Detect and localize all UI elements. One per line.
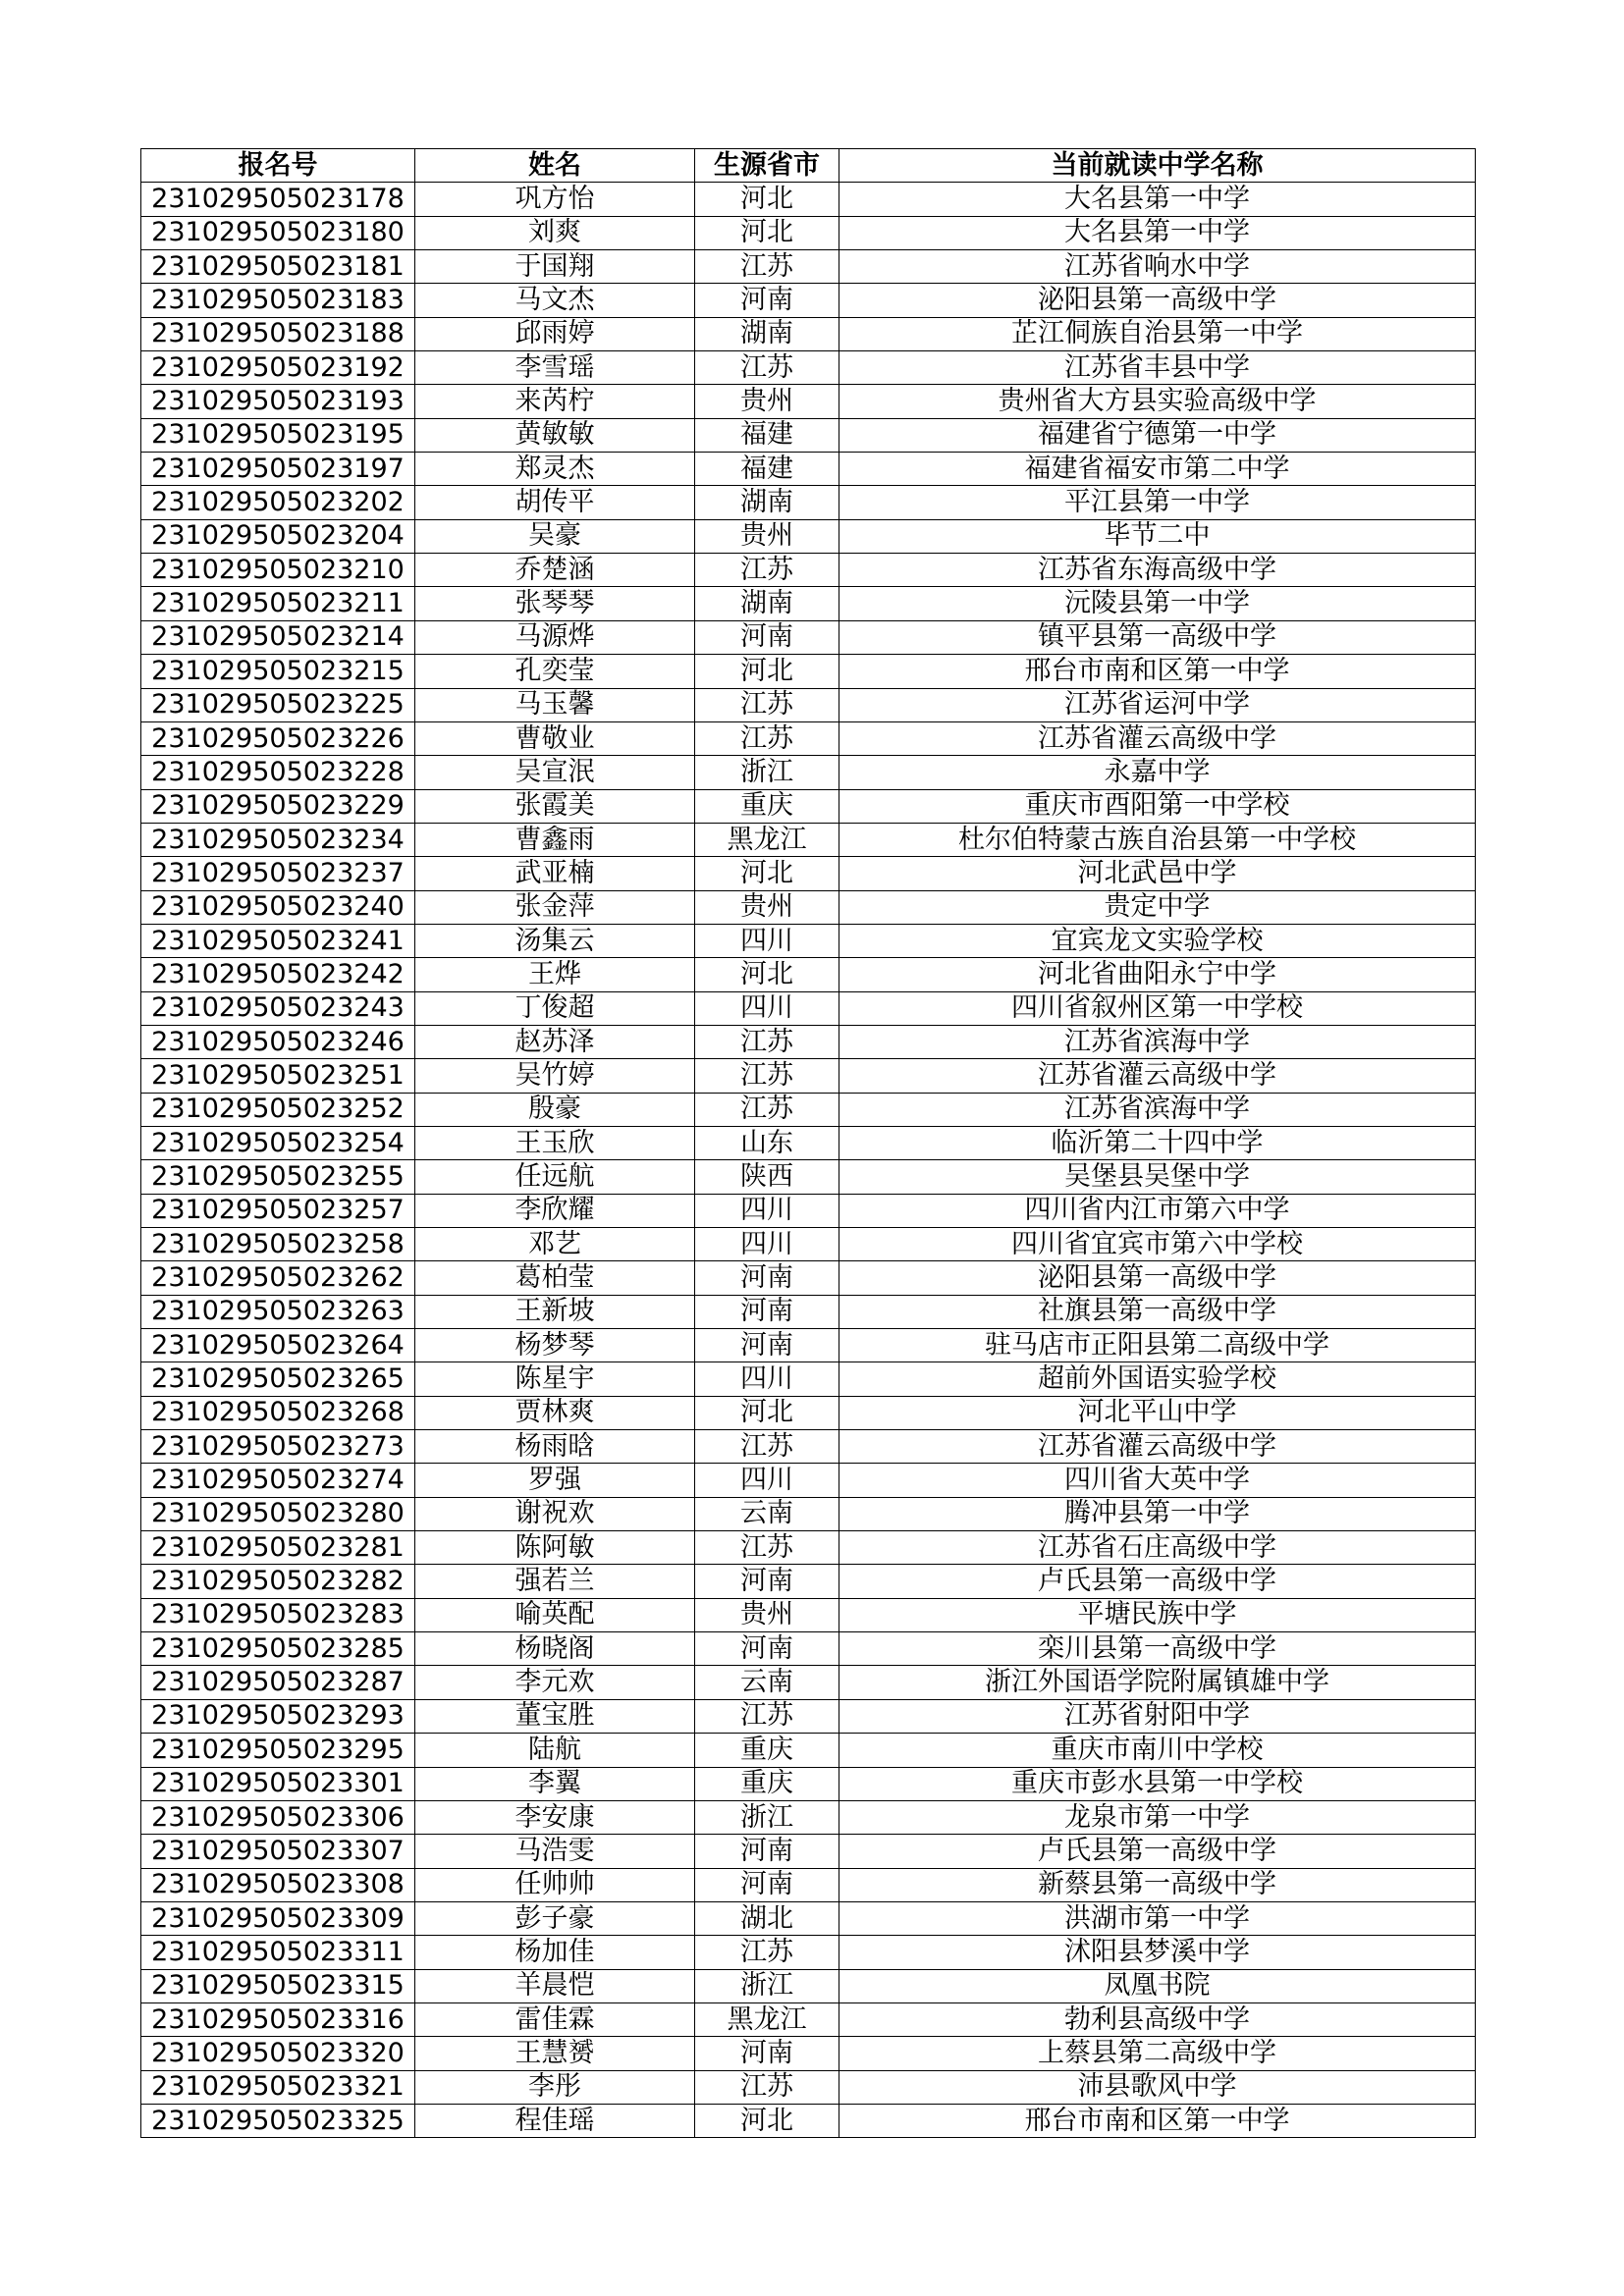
school-cell: 永嘉中学 xyxy=(839,756,1476,789)
registration-no-cell: 231029505023274 xyxy=(141,1464,415,1497)
table-row xyxy=(141,385,1476,418)
school-cell: 四川省叙州区第一中学校 xyxy=(839,991,1476,1025)
registration-no-cell: 231029505023204 xyxy=(141,519,415,553)
table-row xyxy=(141,655,1476,688)
school-cell: 临沂第二十四中学 xyxy=(839,1126,1476,1159)
registration-no-cell: 231029505023180 xyxy=(141,216,415,249)
school-cell: 超前外国语实验学校 xyxy=(839,1362,1476,1396)
registration-no-cell: 231029505023257 xyxy=(141,1194,415,1227)
table-row xyxy=(141,1160,1476,1194)
name-cell: 喻英配 xyxy=(415,1598,695,1631)
name-cell: 吴豪 xyxy=(415,519,695,553)
name-cell: 任帅帅 xyxy=(415,1868,695,1901)
school-cell: 浙江外国语学院附属镇雄中学 xyxy=(839,1666,1476,1699)
registration-no-cell: 231029505023258 xyxy=(141,1228,415,1261)
province-cell: 江苏 xyxy=(695,688,839,721)
table-row xyxy=(141,2070,1476,2104)
name-cell: 张金萍 xyxy=(415,890,695,924)
registration-no-cell: 231029505023188 xyxy=(141,317,415,350)
registration-no-cell: 231029505023301 xyxy=(141,1767,415,1800)
table-row xyxy=(141,183,1476,216)
table-row xyxy=(141,1228,1476,1261)
registration-no-cell: 231029505023280 xyxy=(141,1497,415,1530)
school-cell: 大名县第一中学 xyxy=(839,216,1476,249)
registration-no-cell: 231029505023264 xyxy=(141,1329,415,1362)
table-row xyxy=(141,620,1476,654)
table-row xyxy=(141,317,1476,350)
registration-no-cell: 231029505023320 xyxy=(141,2037,415,2070)
registration-no-cell: 231029505023308 xyxy=(141,1868,415,1901)
school-cell: 社旗县第一高级中学 xyxy=(839,1295,1476,1328)
table-row xyxy=(141,1969,1476,2002)
school-cell: 新蔡县第一高级中学 xyxy=(839,1868,1476,1901)
registration-no-cell: 231029505023240 xyxy=(141,890,415,924)
school-cell: 毕节二中 xyxy=(839,519,1476,553)
name-cell: 陆航 xyxy=(415,1734,695,1767)
table-row xyxy=(141,1464,1476,1497)
table-row xyxy=(141,486,1476,519)
province-cell: 山东 xyxy=(695,1126,839,1159)
registration-no-cell: 231029505023243 xyxy=(141,991,415,1025)
registration-no-cell: 231029505023316 xyxy=(141,2002,415,2036)
table-row xyxy=(141,1497,1476,1530)
registration-no-cell: 231029505023325 xyxy=(141,2104,415,2137)
province-cell: 云南 xyxy=(695,1497,839,1530)
province-cell: 河南 xyxy=(695,1868,839,1901)
registration-no-cell: 231029505023228 xyxy=(141,756,415,789)
school-cell: 贵定中学 xyxy=(839,890,1476,924)
province-cell: 河北 xyxy=(695,216,839,249)
school-cell: 邢台市南和区第一中学 xyxy=(839,2104,1476,2137)
province-cell: 河北 xyxy=(695,183,839,216)
name-cell: 张霞美 xyxy=(415,789,695,823)
registration-no-cell: 231029505023307 xyxy=(141,1835,415,1868)
table-row xyxy=(141,453,1476,486)
table-row xyxy=(141,1093,1476,1126)
table-row xyxy=(141,1025,1476,1058)
registration-no-cell: 231029505023309 xyxy=(141,1901,415,1935)
name-cell: 王慧赟 xyxy=(415,2037,695,2070)
registration-no-cell: 231029505023285 xyxy=(141,1632,415,1666)
school-cell: 吴堡县吴堡中学 xyxy=(839,1160,1476,1194)
name-cell: 陈星宇 xyxy=(415,1362,695,1396)
name-cell: 董宝胜 xyxy=(415,1699,695,1733)
province-cell: 湖南 xyxy=(695,587,839,620)
province-cell: 浙江 xyxy=(695,756,839,789)
province-cell: 福建 xyxy=(695,418,839,452)
table-body xyxy=(141,183,1476,2138)
province-cell: 河北 xyxy=(695,2104,839,2137)
registration-no-cell: 231029505023237 xyxy=(141,857,415,890)
registration-no-cell: 231029505023234 xyxy=(141,823,415,856)
province-cell: 江苏 xyxy=(695,721,839,755)
school-cell: 江苏省滨海中学 xyxy=(839,1093,1476,1126)
table-row xyxy=(141,1835,1476,1868)
registration-no-cell: 231029505023283 xyxy=(141,1598,415,1631)
province-cell: 四川 xyxy=(695,1194,839,1227)
province-cell: 江苏 xyxy=(695,1430,839,1464)
registration-no-cell: 231029505023306 xyxy=(141,1800,415,1834)
province-cell: 江苏 xyxy=(695,1093,839,1126)
registration-no-cell: 231029505023226 xyxy=(141,721,415,755)
province-cell: 贵州 xyxy=(695,519,839,553)
province-cell: 河南 xyxy=(695,1565,839,1598)
registration-no-cell: 231029505023214 xyxy=(141,620,415,654)
table-row xyxy=(141,1936,1476,1969)
name-cell: 王烨 xyxy=(415,958,695,991)
school-cell: 泌阳县第一高级中学 xyxy=(839,284,1476,317)
school-cell: 重庆市彭水县第一中学校 xyxy=(839,1767,1476,1800)
name-cell: 谢祝欢 xyxy=(415,1497,695,1530)
table-row xyxy=(141,1666,1476,1699)
table-row xyxy=(141,1632,1476,1666)
registration-no-cell: 231029505023251 xyxy=(141,1059,415,1093)
province-cell: 河南 xyxy=(695,1329,839,1362)
school-cell: 卢氏县第一高级中学 xyxy=(839,1565,1476,1598)
province-cell: 贵州 xyxy=(695,385,839,418)
name-cell: 胡传平 xyxy=(415,486,695,519)
table-row xyxy=(141,721,1476,755)
school-cell: 宜宾龙文实验学校 xyxy=(839,924,1476,957)
table-row xyxy=(141,991,1476,1025)
name-cell: 曹敬业 xyxy=(415,721,695,755)
name-cell: 葛柏莹 xyxy=(415,1261,695,1295)
registration-no-cell: 231029505023197 xyxy=(141,453,415,486)
province-cell: 江苏 xyxy=(695,1936,839,1969)
province-cell: 四川 xyxy=(695,1362,839,1396)
name-cell: 强若兰 xyxy=(415,1565,695,1598)
province-cell: 河北 xyxy=(695,655,839,688)
province-cell: 重庆 xyxy=(695,1767,839,1800)
table-row xyxy=(141,250,1476,284)
table-row xyxy=(141,789,1476,823)
table-row xyxy=(141,857,1476,890)
table-row xyxy=(141,890,1476,924)
table-row xyxy=(141,1261,1476,1295)
school-cell: 镇平县第一高级中学 xyxy=(839,620,1476,654)
name-cell: 李雪瑶 xyxy=(415,351,695,385)
table-row xyxy=(141,351,1476,385)
school-cell: 龙泉市第一中学 xyxy=(839,1800,1476,1834)
header-row xyxy=(141,149,1476,183)
name-cell: 王新坡 xyxy=(415,1295,695,1328)
name-cell: 李翼 xyxy=(415,1767,695,1800)
school-cell: 栾川县第一高级中学 xyxy=(839,1632,1476,1666)
province-cell: 贵州 xyxy=(695,890,839,924)
school-cell: 河北平山中学 xyxy=(839,1396,1476,1429)
registration-no-cell: 231029505023225 xyxy=(141,688,415,721)
school-cell: 重庆市酉阳第一中学校 xyxy=(839,789,1476,823)
header-school: 当前就读中学名称 xyxy=(839,149,1476,183)
header-province: 生源省市 xyxy=(695,149,839,183)
school-cell: 江苏省灌云高级中学 xyxy=(839,1059,1476,1093)
name-cell: 邱雨婷 xyxy=(415,317,695,350)
table-row xyxy=(141,1901,1476,1935)
school-cell: 芷江侗族自治县第一中学 xyxy=(839,317,1476,350)
province-cell: 江苏 xyxy=(695,250,839,284)
registration-no-cell: 231029505023242 xyxy=(141,958,415,991)
province-cell: 陕西 xyxy=(695,1160,839,1194)
registration-no-cell: 231029505023193 xyxy=(141,385,415,418)
header-registration-no: 报名号 xyxy=(141,149,415,183)
name-cell: 陈阿敏 xyxy=(415,1531,695,1565)
registration-no-cell: 231029505023265 xyxy=(141,1362,415,1396)
table-row xyxy=(141,1430,1476,1464)
table-row xyxy=(141,1531,1476,1565)
table-row xyxy=(141,1800,1476,1834)
school-cell: 江苏省射阳中学 xyxy=(839,1699,1476,1733)
registration-no-cell: 231029505023195 xyxy=(141,418,415,452)
table-row xyxy=(141,519,1476,553)
name-cell: 李安康 xyxy=(415,1800,695,1834)
registration-no-cell: 231029505023252 xyxy=(141,1093,415,1126)
name-cell: 罗强 xyxy=(415,1464,695,1497)
registration-no-cell: 231029505023202 xyxy=(141,486,415,519)
province-cell: 四川 xyxy=(695,991,839,1025)
name-cell: 马浩雯 xyxy=(415,1835,695,1868)
school-cell: 凤凰书院 xyxy=(839,1969,1476,2002)
name-cell: 李元欢 xyxy=(415,1666,695,1699)
province-cell: 河南 xyxy=(695,1261,839,1295)
name-cell: 雷佳霖 xyxy=(415,2002,695,2036)
name-cell: 丁俊超 xyxy=(415,991,695,1025)
table-row xyxy=(141,418,1476,452)
province-cell: 河南 xyxy=(695,1295,839,1328)
province-cell: 江苏 xyxy=(695,2070,839,2104)
school-cell: 四川省宜宾市第六中学校 xyxy=(839,1228,1476,1261)
registration-no-cell: 231029505023183 xyxy=(141,284,415,317)
school-cell: 重庆市南川中学校 xyxy=(839,1734,1476,1767)
name-cell: 刘爽 xyxy=(415,216,695,249)
registration-no-cell: 231029505023246 xyxy=(141,1025,415,1058)
registration-no-cell: 231029505023282 xyxy=(141,1565,415,1598)
province-cell: 四川 xyxy=(695,1464,839,1497)
name-cell: 张琴琴 xyxy=(415,587,695,620)
school-cell: 邢台市南和区第一中学 xyxy=(839,655,1476,688)
school-cell: 江苏省灌云高级中学 xyxy=(839,721,1476,755)
school-cell: 腾冲县第一中学 xyxy=(839,1497,1476,1530)
province-cell: 河南 xyxy=(695,284,839,317)
school-cell: 沭阳县梦溪中学 xyxy=(839,1936,1476,1969)
school-cell: 洪湖市第一中学 xyxy=(839,1901,1476,1935)
province-cell: 浙江 xyxy=(695,1800,839,1834)
table-row xyxy=(141,1194,1476,1227)
school-cell: 大名县第一中学 xyxy=(839,183,1476,216)
table-row xyxy=(141,2104,1476,2137)
school-cell: 平塘民族中学 xyxy=(839,1598,1476,1631)
school-cell: 泌阳县第一高级中学 xyxy=(839,1261,1476,1295)
name-cell: 于国翔 xyxy=(415,250,695,284)
name-cell: 李欣耀 xyxy=(415,1194,695,1227)
registration-no-cell: 231029505023229 xyxy=(141,789,415,823)
table-row xyxy=(141,688,1476,721)
school-cell: 江苏省运河中学 xyxy=(839,688,1476,721)
table-row xyxy=(141,1329,1476,1362)
province-cell: 贵州 xyxy=(695,1598,839,1631)
registration-no-cell: 231029505023181 xyxy=(141,250,415,284)
registration-no-cell: 231029505023178 xyxy=(141,183,415,216)
school-cell: 平江县第一中学 xyxy=(839,486,1476,519)
province-cell: 云南 xyxy=(695,1666,839,1699)
school-cell: 卢氏县第一高级中学 xyxy=(839,1835,1476,1868)
name-cell: 李彤 xyxy=(415,2070,695,2104)
school-cell: 福建省宁德第一中学 xyxy=(839,418,1476,452)
name-cell: 殷豪 xyxy=(415,1093,695,1126)
name-cell: 曹鑫雨 xyxy=(415,823,695,856)
registration-no-cell: 231029505023192 xyxy=(141,351,415,385)
registration-no-cell: 231029505023210 xyxy=(141,554,415,587)
province-cell: 江苏 xyxy=(695,1531,839,1565)
school-cell: 福建省福安市第二中学 xyxy=(839,453,1476,486)
registration-no-cell: 231029505023315 xyxy=(141,1969,415,2002)
name-cell: 马玉馨 xyxy=(415,688,695,721)
province-cell: 河南 xyxy=(695,620,839,654)
table-row xyxy=(141,823,1476,856)
registration-no-cell: 231029505023311 xyxy=(141,1936,415,1969)
school-cell: 勃利县高级中学 xyxy=(839,2002,1476,2036)
registration-no-cell: 231029505023273 xyxy=(141,1430,415,1464)
province-cell: 江苏 xyxy=(695,1025,839,1058)
admission-table xyxy=(140,148,1476,2138)
table-row xyxy=(141,1767,1476,1800)
table-row xyxy=(141,1362,1476,1396)
name-cell: 马源烨 xyxy=(415,620,695,654)
registration-no-cell: 231029505023241 xyxy=(141,924,415,957)
school-cell: 上蔡县第二高级中学 xyxy=(839,2037,1476,2070)
school-cell: 江苏省丰县中学 xyxy=(839,351,1476,385)
school-cell: 河北武邑中学 xyxy=(839,857,1476,890)
province-cell: 湖南 xyxy=(695,486,839,519)
table-row xyxy=(141,1734,1476,1767)
school-cell: 江苏省石庄高级中学 xyxy=(839,1531,1476,1565)
table-row xyxy=(141,216,1476,249)
table-row xyxy=(141,1699,1476,1733)
name-cell: 杨加佳 xyxy=(415,1936,695,1969)
province-cell: 浙江 xyxy=(695,1969,839,2002)
table-row xyxy=(141,1126,1476,1159)
province-cell: 江苏 xyxy=(695,351,839,385)
province-cell: 重庆 xyxy=(695,1734,839,1767)
table-row xyxy=(141,756,1476,789)
registration-no-cell: 231029505023321 xyxy=(141,2070,415,2104)
name-cell: 程佳瑶 xyxy=(415,2104,695,2137)
name-cell: 羊晨恺 xyxy=(415,1969,695,2002)
school-cell: 沅陵县第一中学 xyxy=(839,587,1476,620)
province-cell: 黑龙江 xyxy=(695,2002,839,2036)
name-cell: 杨梦琴 xyxy=(415,1329,695,1362)
name-cell: 杨雨晗 xyxy=(415,1430,695,1464)
province-cell: 湖南 xyxy=(695,317,839,350)
header-name: 姓名 xyxy=(415,149,695,183)
name-cell: 来芮柠 xyxy=(415,385,695,418)
name-cell: 邓艺 xyxy=(415,1228,695,1261)
table-row xyxy=(141,1059,1476,1093)
school-cell: 江苏省滨海中学 xyxy=(839,1025,1476,1058)
name-cell: 彭子豪 xyxy=(415,1901,695,1935)
school-cell: 贵州省大方县实验高级中学 xyxy=(839,385,1476,418)
table-row xyxy=(141,1598,1476,1631)
registration-no-cell: 231029505023262 xyxy=(141,1261,415,1295)
name-cell: 任远航 xyxy=(415,1160,695,1194)
school-cell: 杜尔伯特蒙古族自治县第一中学校 xyxy=(839,823,1476,856)
province-cell: 四川 xyxy=(695,924,839,957)
registration-no-cell: 231029505023263 xyxy=(141,1295,415,1328)
name-cell: 马文杰 xyxy=(415,284,695,317)
province-cell: 江苏 xyxy=(695,1699,839,1733)
table-row xyxy=(141,284,1476,317)
registration-no-cell: 231029505023281 xyxy=(141,1531,415,1565)
school-cell: 四川省内江市第六中学 xyxy=(839,1194,1476,1227)
province-cell: 四川 xyxy=(695,1228,839,1261)
table-row xyxy=(141,554,1476,587)
registration-no-cell: 231029505023215 xyxy=(141,655,415,688)
table-row xyxy=(141,924,1476,957)
name-cell: 赵苏泽 xyxy=(415,1025,695,1058)
registration-no-cell: 231029505023287 xyxy=(141,1666,415,1699)
table-row xyxy=(141,1868,1476,1901)
province-cell: 河南 xyxy=(695,2037,839,2070)
province-cell: 黑龙江 xyxy=(695,823,839,856)
table-row xyxy=(141,958,1476,991)
name-cell: 武亚楠 xyxy=(415,857,695,890)
school-cell: 河北省曲阳永宁中学 xyxy=(839,958,1476,991)
table-row xyxy=(141,1396,1476,1429)
registration-no-cell: 231029505023293 xyxy=(141,1699,415,1733)
province-cell: 河北 xyxy=(695,857,839,890)
name-cell: 巩方怡 xyxy=(415,183,695,216)
province-cell: 河南 xyxy=(695,1835,839,1868)
province-cell: 福建 xyxy=(695,453,839,486)
table-row xyxy=(141,1295,1476,1328)
province-cell: 重庆 xyxy=(695,789,839,823)
province-cell: 河北 xyxy=(695,958,839,991)
registration-no-cell: 231029505023255 xyxy=(141,1160,415,1194)
school-cell: 四川省大英中学 xyxy=(839,1464,1476,1497)
school-cell: 江苏省响水中学 xyxy=(839,250,1476,284)
name-cell: 黄敏敏 xyxy=(415,418,695,452)
name-cell: 孔奕莹 xyxy=(415,655,695,688)
name-cell: 郑灵杰 xyxy=(415,453,695,486)
school-cell: 江苏省灌云高级中学 xyxy=(839,1430,1476,1464)
school-cell: 沛县歌风中学 xyxy=(839,2070,1476,2104)
registration-no-cell: 231029505023254 xyxy=(141,1126,415,1159)
name-cell: 乔楚涵 xyxy=(415,554,695,587)
table-row xyxy=(141,2002,1476,2036)
name-cell: 王玉欣 xyxy=(415,1126,695,1159)
table-row xyxy=(141,1565,1476,1598)
registration-no-cell: 231029505023295 xyxy=(141,1734,415,1767)
name-cell: 杨晓阁 xyxy=(415,1632,695,1666)
name-cell: 吴宣泯 xyxy=(415,756,695,789)
name-cell: 汤集云 xyxy=(415,924,695,957)
province-cell: 江苏 xyxy=(695,1059,839,1093)
registration-no-cell: 231029505023268 xyxy=(141,1396,415,1429)
school-cell: 江苏省东海高级中学 xyxy=(839,554,1476,587)
province-cell: 湖北 xyxy=(695,1901,839,1935)
province-cell: 河北 xyxy=(695,1396,839,1429)
province-cell: 河南 xyxy=(695,1632,839,1666)
name-cell: 贾林爽 xyxy=(415,1396,695,1429)
table-row xyxy=(141,2037,1476,2070)
province-cell: 江苏 xyxy=(695,554,839,587)
school-cell: 驻马店市正阳县第二高级中学 xyxy=(839,1329,1476,1362)
name-cell: 吴竹婷 xyxy=(415,1059,695,1093)
registration-no-cell: 231029505023211 xyxy=(141,587,415,620)
table-row xyxy=(141,587,1476,620)
